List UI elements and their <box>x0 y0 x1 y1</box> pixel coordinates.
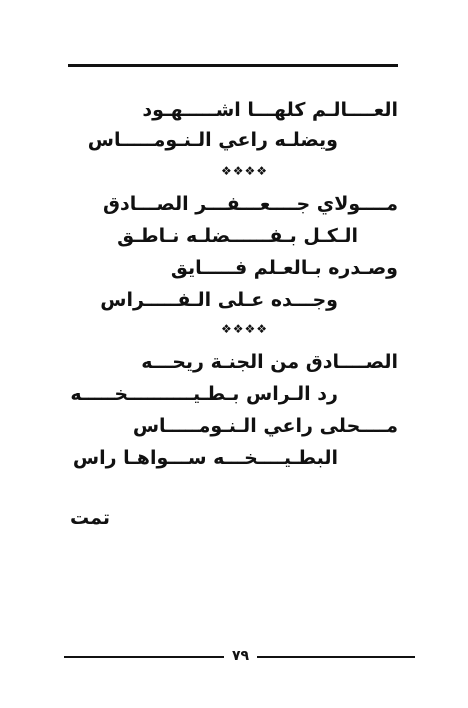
footer-rule-left <box>64 656 224 658</box>
page-number: ٧٩ <box>231 648 250 664</box>
verse-line: الـكـل بـفــــــضلـه نـاطـق <box>117 225 358 247</box>
verse-line: مــــولاي جــــعـــفـــر الصـــادق <box>102 193 398 215</box>
ornament-separator: ❖❖❖❖ <box>221 164 269 178</box>
closing-word: تمت <box>70 507 110 529</box>
top-rule <box>68 64 398 67</box>
verse-line: رد الـراس بـطـيــــــــــخـــــه <box>70 383 338 405</box>
verse-line: الصــــادق من الجنـة ريحـــه <box>141 351 398 373</box>
verse-line: العــــالـم كلهـــا اشـــــهـود <box>142 99 398 121</box>
verse-line: ويضلـه راعي الـنـومـــــاس <box>87 129 338 151</box>
verse-line: مــــحلى راعي الـنـومـــــاس <box>132 415 398 437</box>
footer-rule-right <box>257 656 415 658</box>
verse-line: وصـدره بـالعـلم فـــــايق <box>170 257 398 279</box>
ornament-separator: ❖❖❖❖ <box>221 322 269 336</box>
verse-line: وجـــده عـلى الـفـــــراس <box>100 289 338 311</box>
verse-line: البطـيــــخـــه ســـواهـا راس <box>72 447 338 469</box>
